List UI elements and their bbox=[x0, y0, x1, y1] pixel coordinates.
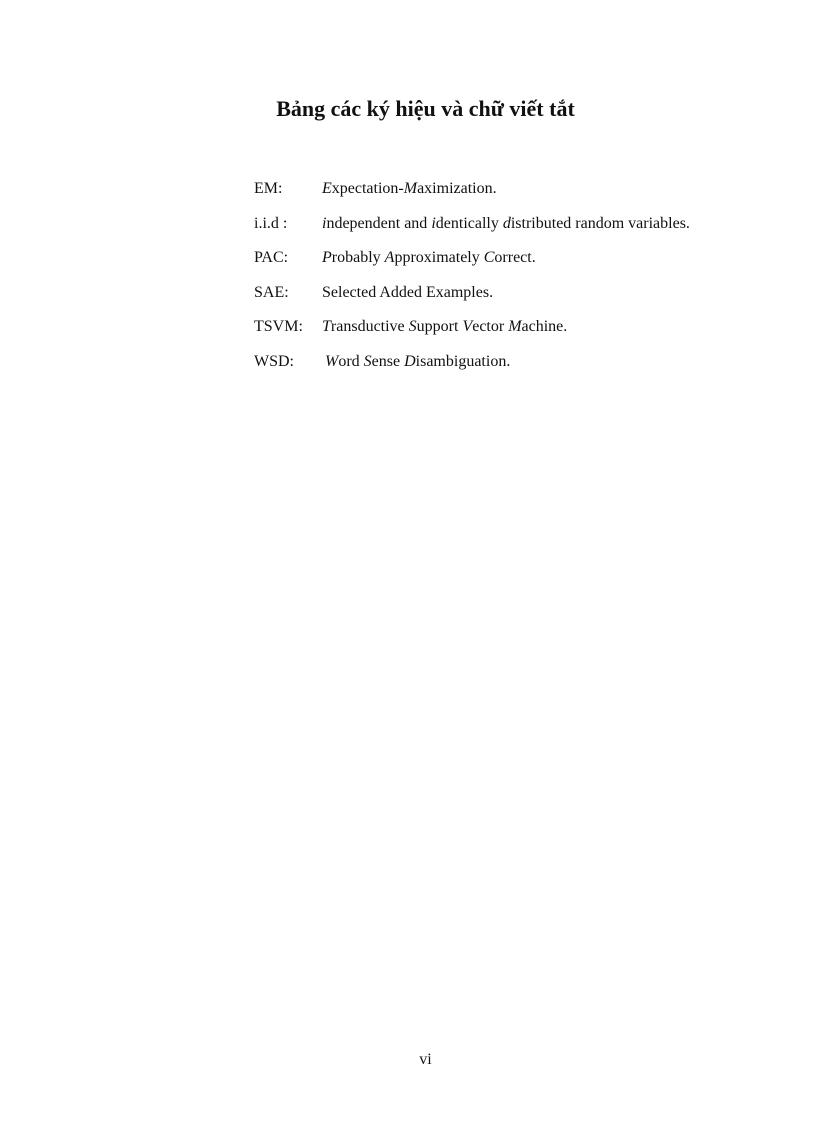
page-title: Bảng các ký hiệu và chữ viết tắt bbox=[276, 96, 575, 121]
abbreviation-row bbox=[254, 213, 690, 248]
abbreviation-row bbox=[254, 247, 690, 282]
page-number: vi bbox=[419, 1051, 432, 1068]
definition-text: ector bbox=[472, 318, 509, 336]
abbreviation-definition bbox=[322, 247, 536, 269]
definition-initial: T bbox=[322, 318, 331, 336]
definition-initial: i bbox=[322, 214, 327, 232]
definition-text: ord bbox=[338, 352, 364, 370]
abbreviation-term: WSD: bbox=[254, 352, 294, 370]
definition-text: robably bbox=[331, 249, 385, 267]
definition-text: dentically bbox=[435, 214, 503, 232]
definition-initial: C bbox=[483, 249, 495, 267]
abbreviation-definition bbox=[322, 316, 567, 338]
abbreviation-term: PAC: bbox=[254, 249, 289, 267]
definition-initial: V bbox=[462, 318, 473, 336]
definition-text: Selected Added Examples. bbox=[322, 283, 494, 301]
abbreviation-term: i.i.d : bbox=[254, 214, 288, 232]
definition-initial: A bbox=[384, 249, 395, 267]
definition-text: isambiguation. bbox=[415, 352, 511, 370]
definition-initial: W bbox=[325, 352, 339, 370]
abbreviation-row bbox=[254, 282, 690, 317]
abbreviation-definition bbox=[322, 178, 497, 200]
definition-initial: P bbox=[322, 249, 332, 267]
definition-initial: S bbox=[363, 352, 372, 370]
abbreviation-term: SAE: bbox=[254, 283, 289, 301]
definition-text: aximization. bbox=[417, 180, 497, 197]
definition-text: ense bbox=[371, 352, 405, 370]
abbreviation-definition bbox=[322, 213, 690, 235]
definition-initial: i bbox=[431, 214, 436, 232]
definition-initial: S bbox=[408, 318, 417, 336]
definition-initial: M bbox=[403, 180, 418, 197]
abbreviation-definition bbox=[322, 282, 493, 304]
definition-initial: D bbox=[404, 352, 416, 370]
definition-initial: d bbox=[502, 214, 511, 232]
definition-text: achine. bbox=[521, 318, 568, 336]
abbreviation-row bbox=[254, 316, 690, 351]
abbreviation-row bbox=[254, 351, 690, 386]
definition-text: orrect. bbox=[494, 249, 536, 267]
definition-text: upport bbox=[416, 318, 463, 336]
definition-text: ransductive bbox=[330, 318, 409, 336]
definition-text: ndependent and bbox=[326, 214, 432, 232]
definition-text: pproximately bbox=[394, 249, 484, 267]
abbreviation-definition bbox=[322, 351, 510, 373]
abbreviation-list bbox=[254, 178, 690, 386]
definition-text: xpectation- bbox=[331, 180, 404, 197]
definition-initial: E bbox=[322, 180, 332, 197]
definition-initial: M bbox=[508, 318, 522, 336]
abbreviation-term: TSVM: bbox=[254, 318, 303, 336]
definition-text: istributed random variables. bbox=[510, 214, 690, 232]
abbreviation-row bbox=[254, 178, 690, 213]
abbreviation-term: EM: bbox=[254, 180, 283, 197]
